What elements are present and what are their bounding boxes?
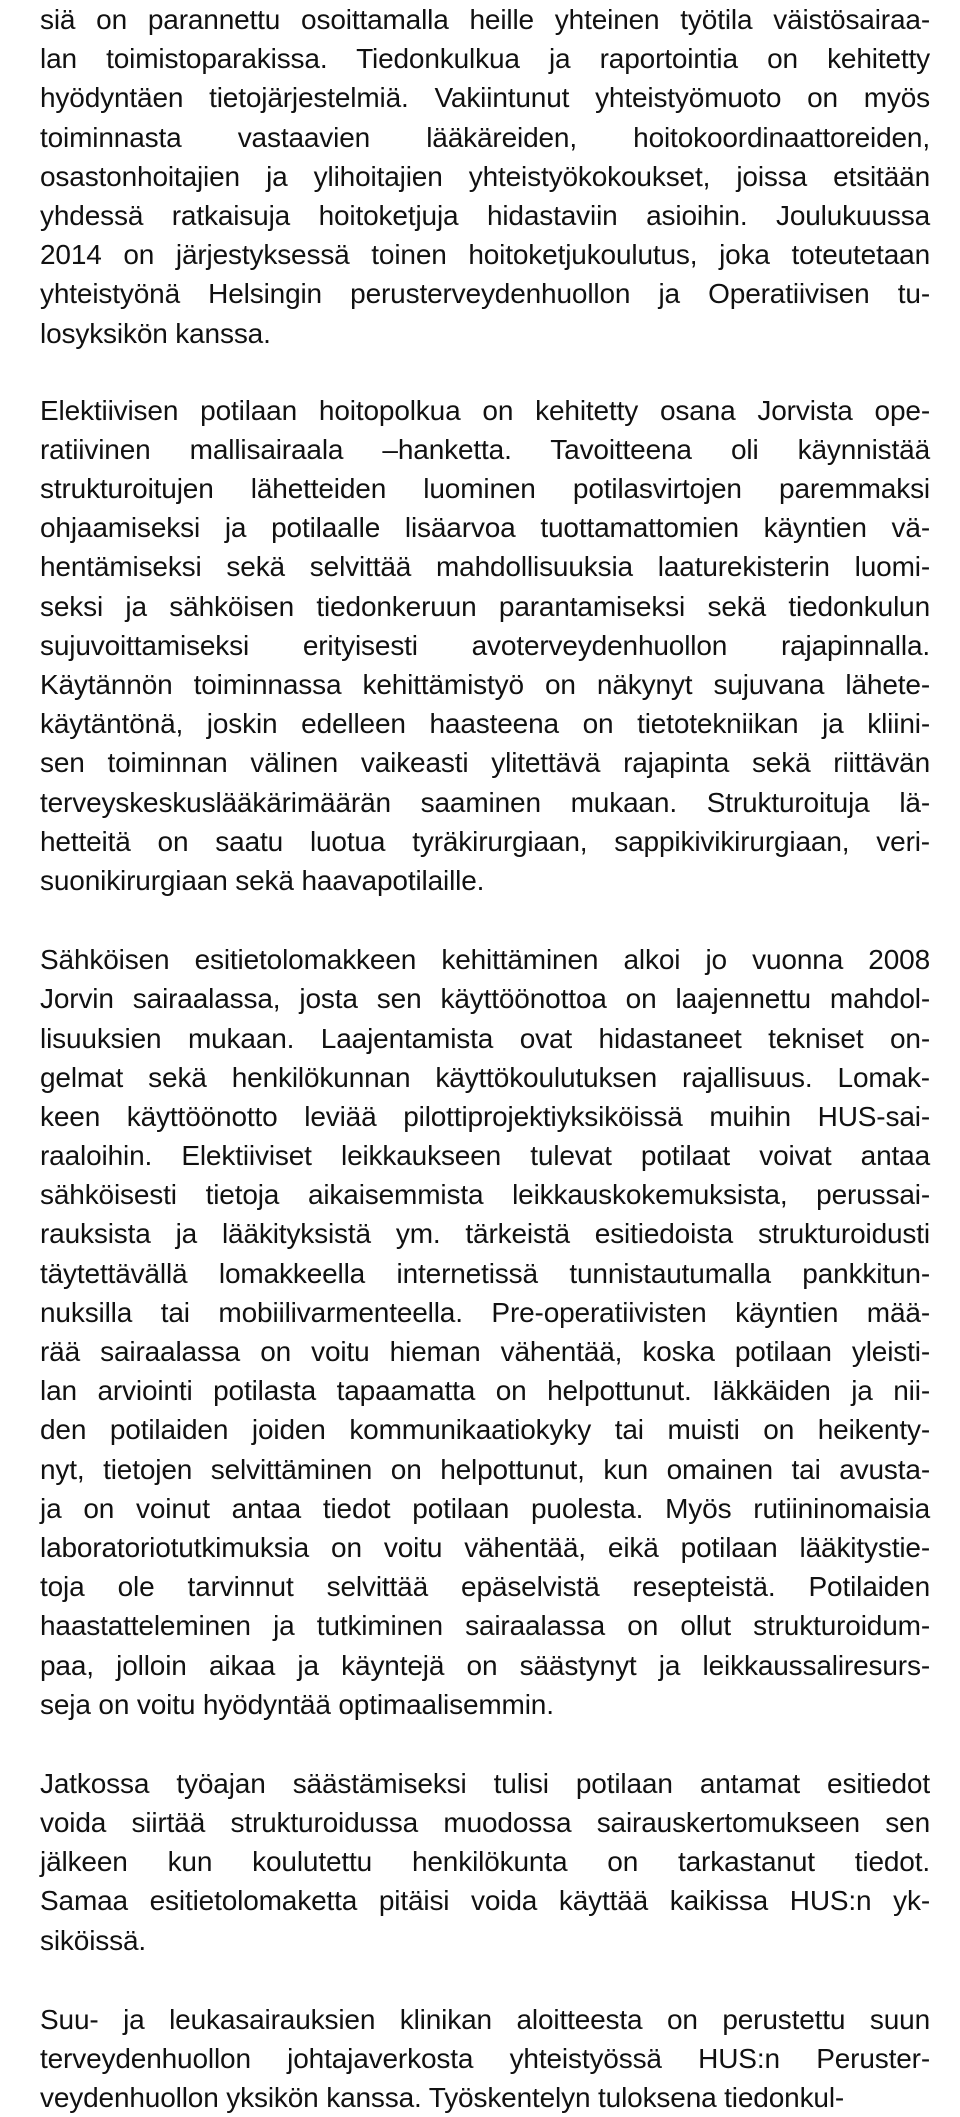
text-line: Elektiivisen potilaan hoitopolkua on kehitetty osana Jorvista ope- <box>40 394 930 426</box>
text-line: Jatkossa työajan säästämiseksi tulisi potilaan antamat esitiedot <box>40 1767 930 1799</box>
text-line: käytäntönä, joskin edelleen haasteena on tietotekniikan ja kliini- <box>40 708 930 740</box>
text-line: lan toimistoparakissa. Tiedonkulkua ja raportointia on kehitetty <box>40 43 930 75</box>
paragraph-oral-health-network <box>40 2000 930 2117</box>
text-line: toiminnasta vastaavien lääkäreiden, hoitokoordinaattoreiden, <box>40 121 930 153</box>
text-line: seja on voitu hyödyntää optimaalisemmin. <box>40 1688 554 1720</box>
text-line: veydenhuollon yksikön kanssa. Työskentelyn tuloksena tiedonkul- <box>40 2082 845 2114</box>
text-line: ratiivinen mallisairaala –hanketta. Tavoitteena oli käynnistää <box>40 433 930 465</box>
text-line: Samaa esitietolomaketta pitäisi voida käyttää kaikissa HUS:n yk- <box>40 1885 930 1917</box>
text-line: täytettävällä lomakkeella internetissä tunnistautumalla pankkitun- <box>40 1257 930 1289</box>
text-line: seksi ja sähköisen tiedonkeruun parantamiseksi sekä tiedonkulun <box>40 590 930 622</box>
text-line: terveydenhuollon johtajaverkosta yhteistyössä HUS:n Peruster- <box>40 2043 930 2074</box>
text-line: den potilaiden joiden kommunikaatiokyky tai muisti on heikenty- <box>40 1414 930 1446</box>
text-line: laboratoriotutkimuksia on voitu vähentää, eikä potilaan lääkitystie- <box>40 1531 930 1563</box>
text-line: strukturoitujen lähetteiden luominen potilasvirtojen paremmaksi <box>40 473 930 505</box>
text-line: gelmat sekä henkilökunnan käyttökoulutuksen rajallisuus. Lomak- <box>40 1061 930 1093</box>
text-line: Sähköisen esitietolomakkeen kehittäminen alkoi jo vuonna 2008 <box>40 944 930 976</box>
text-line: hentämiseksi sekä selvittää mahdollisuuksia laaturekisterin luomi- <box>40 551 930 583</box>
text-line: nyt, tietojen selvittäminen on helpottunut, kun omainen tai avusta- <box>40 1453 930 1485</box>
text-line: jälkeen kun koulutettu henkilökunta on tarkastanut tiedot. <box>40 1846 930 1878</box>
text-line: hyödyntäen tietojärjestelmiä. Vakiintunut yhteistyömuoto on myös <box>40 82 930 114</box>
text-line: terveyskeskuslääkärimäärän saaminen mukaan. Strukturoituja lä- <box>40 786 930 818</box>
text-line: suonikirurgiaan sekä haavapotilaille. <box>40 864 485 896</box>
text-line: Jorvin sairaalassa, josta sen käyttöönottoa on laajennettu mahdol- <box>40 983 930 1015</box>
text-line: Käytännön toiminnassa kehittämistyö on näkynyt sujuvana lähete- <box>40 669 930 700</box>
text-line: lan arviointi potilasta tapaamatta on helpottunut. Iäkkäiden ja nii- <box>40 1375 930 1407</box>
text-line: 2014 on järjestyksessä toinen hoitoketjukoulutus, joka toteutetaan <box>40 239 930 271</box>
text-line: ja on voinut antaa tiedot potilaan puolesta. Myös rutiininomaisia <box>40 1492 930 1524</box>
text-line: losyksikön kanssa. <box>40 317 271 349</box>
text-line: nuksilla tai mobiilivarmenteella. Pre-operatiivisten käyntien mää- <box>40 1296 930 1328</box>
text-line: raaloihin. Elektiiviset leikkaukseen tulevat potilaat voivat antaa <box>40 1140 930 1172</box>
paragraph-electronic-form <box>40 940 930 1724</box>
text-line: Suu- ja leukasairauksien klinikan aloitteesta on perustettu suun <box>40 2003 930 2035</box>
text-line: siä on parannettu osoittamalla heille yhteinen työtila väistösairaa- <box>40 4 930 35</box>
text-line: siköissä. <box>40 1924 147 1956</box>
text-line: sen toiminnan välinen vaikeasti ylitettävä rajapinta sekä riittävän <box>40 747 930 779</box>
text-line: toja ole tarvinnut selvittää epäselvistä resepteistä. Potilaiden <box>40 1571 930 1603</box>
text-line: hetteitä on saatu luotua tyräkirurgiaan, sappikivikirurgiaan, veri- <box>40 825 930 857</box>
text-line: yhteistyönä Helsingin perusterveydenhuollon ja Operatiivisen tu- <box>40 278 930 310</box>
paragraph-future-plans <box>40 1764 930 1960</box>
text-line: rää sairaalassa on voitu hieman vähentää, koska potilaan yleisti- <box>40 1336 930 1367</box>
paragraph-coordination <box>40 0 930 353</box>
paragraph-elective-care-path <box>40 391 930 900</box>
text-line: voida siirtää strukturoidussa muodossa sairauskertomukseen sen <box>40 1807 930 1839</box>
text-line: paa, jolloin aikaa ja käyntejä on säästynyt ja leikkaussaliresurs- <box>40 1649 930 1681</box>
document-page <box>40 0 930 2117</box>
text-line: ohjaamiseksi ja potilaalle lisäarvoa tuottamattomien käyntien vä- <box>40 512 930 544</box>
text-line: sähköisesti tietoja aikaisemmista leikkauskokemuksista, perussai- <box>40 1179 930 1211</box>
text-line: keen käyttöönotto leviää pilottiprojektiyksiköissä muihin HUS-sai- <box>40 1100 930 1132</box>
text-line: rauksista ja lääkityksistä ym. tärkeistä esitiedoista strukturoidusti <box>40 1218 930 1250</box>
text-line: yhdessä ratkaisuja hoitoketjuja hidastaviin asioihin. Joulukuussa <box>40 199 930 231</box>
text-line: haastatteleminen ja tutkiminen sairaalassa on ollut strukturoidum- <box>40 1610 930 1642</box>
text-line: osastonhoitajien ja ylihoitajien yhteistyökokoukset, joissa etsitään <box>40 160 930 192</box>
text-line: sujuvoittamiseksi erityisesti avoterveydenhuollon rajapinnalla. <box>40 629 930 661</box>
text-line: lisuuksien mukaan. Laajentamista ovat hidastaneet tekniset on- <box>40 1022 930 1054</box>
